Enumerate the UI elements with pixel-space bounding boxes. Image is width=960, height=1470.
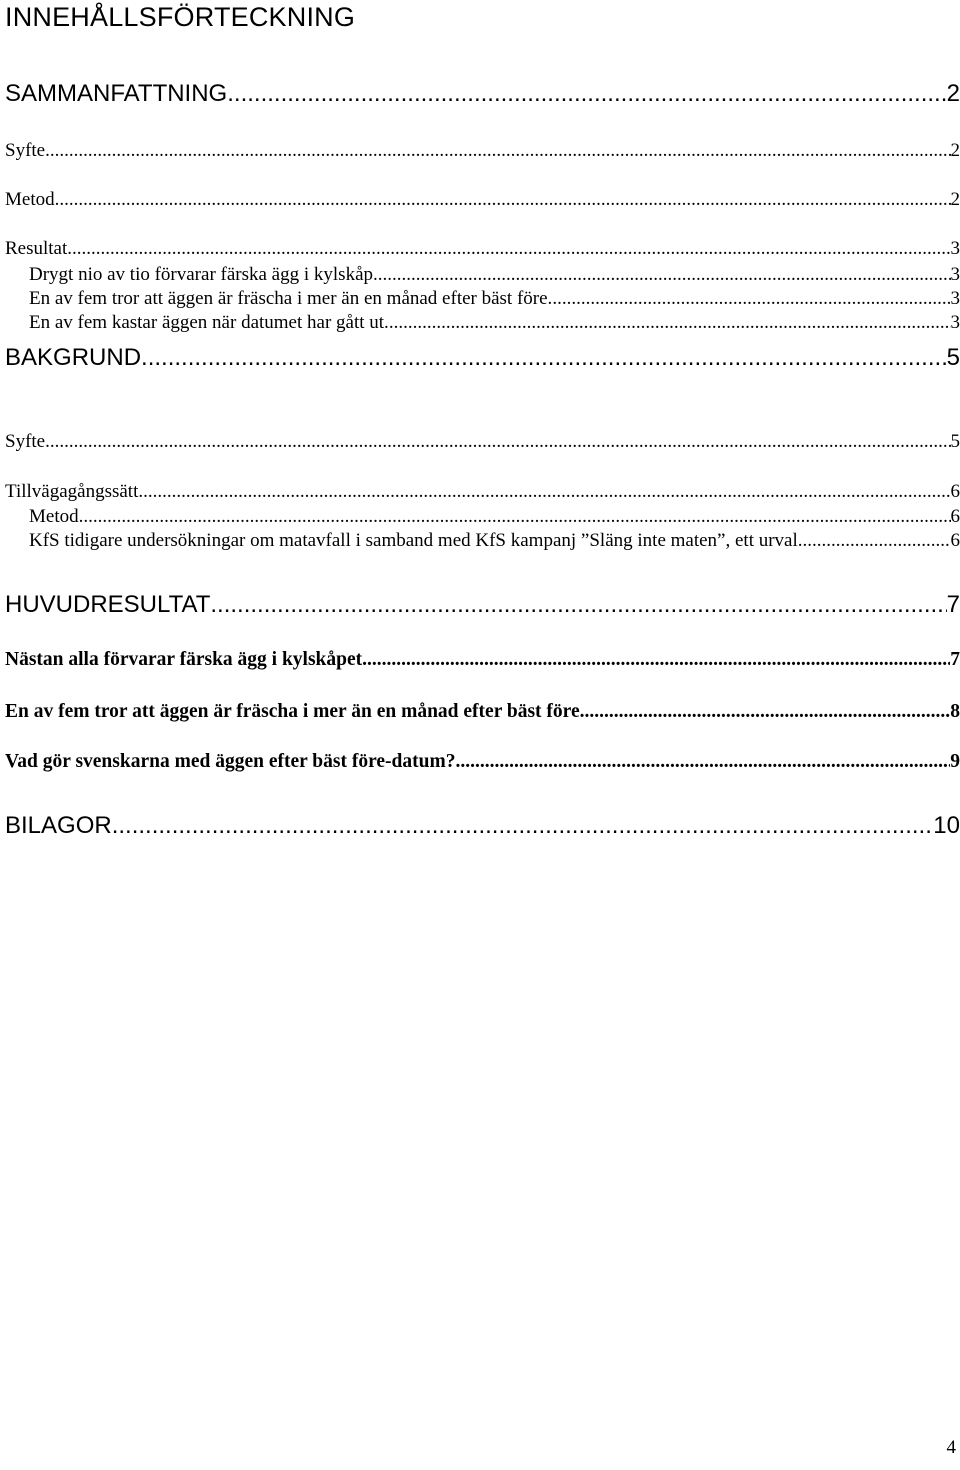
toc-entry-bilagor[interactable] [5, 811, 960, 841]
toc-entry-page: 9 [950, 751, 960, 772]
toc-entry-page: 3 [950, 238, 960, 259]
toc-dot-leader [455, 749, 950, 775]
toc-entry-label: En av fem tror att äggen är fräscha i mer än en månad efter bäst före. [5, 701, 585, 722]
toc-entry-tillvagagangssatt[interactable] [5, 480, 960, 504]
toc-entry-vad-gor-svenskarna[interactable] [5, 749, 960, 775]
toc-entry-page: 5 [950, 431, 960, 452]
toc-dot-leader [378, 263, 951, 287]
toc-entry-sammanfattning[interactable] [5, 79, 960, 109]
toc-entry-bakgrund[interactable] [5, 343, 960, 373]
toc-entry-page: 3 [950, 288, 960, 309]
toc-dot-leader [112, 811, 934, 841]
toc-entry-label: SAMMANFATTNING [5, 80, 228, 107]
toc-entry-page: 5 [946, 344, 960, 371]
toc-dot-leader [141, 343, 947, 373]
toc-entry-page: 2 [950, 140, 960, 161]
toc-entry-metod[interactable] [5, 188, 960, 212]
toc-entry-page: 6 [950, 481, 960, 502]
toc-entry-label: Nästan alla förvarar färska ägg i kylskåpet. [5, 649, 368, 670]
toc-entry-page: 6 [950, 530, 960, 551]
toc-entry-label: Syfte [5, 431, 46, 452]
toc-entry-page: 7 [946, 591, 960, 618]
toc-entry-label: Vad gör svenskarna med äggen efter bäst före-datum? [5, 751, 456, 772]
toc-dot-leader [79, 505, 951, 529]
toc-entry-page: 7 [950, 649, 960, 670]
toc-entry-en-av-fem-tror[interactable] [29, 287, 960, 311]
toc-entry-page: 3 [950, 264, 960, 285]
toc-entry-label: Metod [29, 506, 79, 527]
toc-dot-leader [45, 139, 950, 163]
toc-entry-drygt-nio[interactable] [29, 263, 960, 287]
toc-dot-leader [67, 237, 950, 261]
page-number: 4 [946, 1437, 956, 1458]
toc-entry-label: Syfte [5, 140, 46, 161]
page-title: INNEHÅLLSFÖRTECKNING [5, 2, 356, 32]
toc-dot-leader [55, 188, 951, 212]
toc-dot-leader [367, 647, 950, 673]
toc-entry-page: 2 [950, 189, 960, 210]
toc-dot-leader [45, 430, 950, 454]
toc-entry-syfte[interactable] [5, 139, 960, 163]
toc-entry-label: Metod [5, 189, 55, 210]
toc-entry-page: 2 [946, 80, 960, 107]
toc-entry-label: En av fem tror att äggen är fräscha i mer än en månad efter bäst före. [29, 288, 553, 309]
toc-entry-en-av-fem-tror-2[interactable] [5, 699, 960, 725]
toc-dot-leader [552, 287, 950, 311]
toc-entry-nastan-alla[interactable] [5, 647, 960, 673]
toc-entry-syfte-2[interactable] [5, 430, 960, 454]
toc-entry-resultat[interactable] [5, 237, 960, 261]
toc-dot-leader [585, 699, 951, 725]
toc-dot-leader [798, 529, 951, 553]
toc-entry-label: Tillvägagångssätt [5, 481, 139, 502]
toc-dot-leader [227, 79, 946, 109]
toc-entry-metod-2[interactable] [29, 505, 960, 529]
toc-entry-page: 6 [950, 506, 960, 527]
toc-entry-label: BILAGOR [5, 812, 112, 839]
toc-dot-leader [210, 590, 946, 620]
toc-entry-page: 8 [950, 701, 960, 722]
toc-entry-label: En av fem kastar äggen när datumet har gått ut. [29, 312, 389, 333]
toc-entry-page: 10 [933, 812, 960, 839]
toc-entry-kfs-tidigare[interactable] [29, 529, 960, 553]
toc-dot-leader [138, 480, 950, 504]
toc-entry-page: 3 [950, 312, 960, 333]
toc-dot-leader [389, 311, 951, 335]
toc-entry-label: Resultat [5, 238, 68, 259]
toc-entry-label: HUVUDRESULTAT [5, 591, 211, 618]
toc-entry-label: KfS tidigare undersökningar om matavfall i samband med KfS kampanj ”Släng inte maten”, ett urval [29, 530, 798, 551]
toc-entry-label: Drygt nio av tio förvarar färska ägg i kylskåp. [29, 264, 378, 285]
toc-entry-en-av-fem-kastar[interactable] [29, 311, 960, 335]
toc-entry-label: BAKGRUND [5, 344, 142, 371]
toc-entry-huvudresultat[interactable] [5, 590, 960, 620]
